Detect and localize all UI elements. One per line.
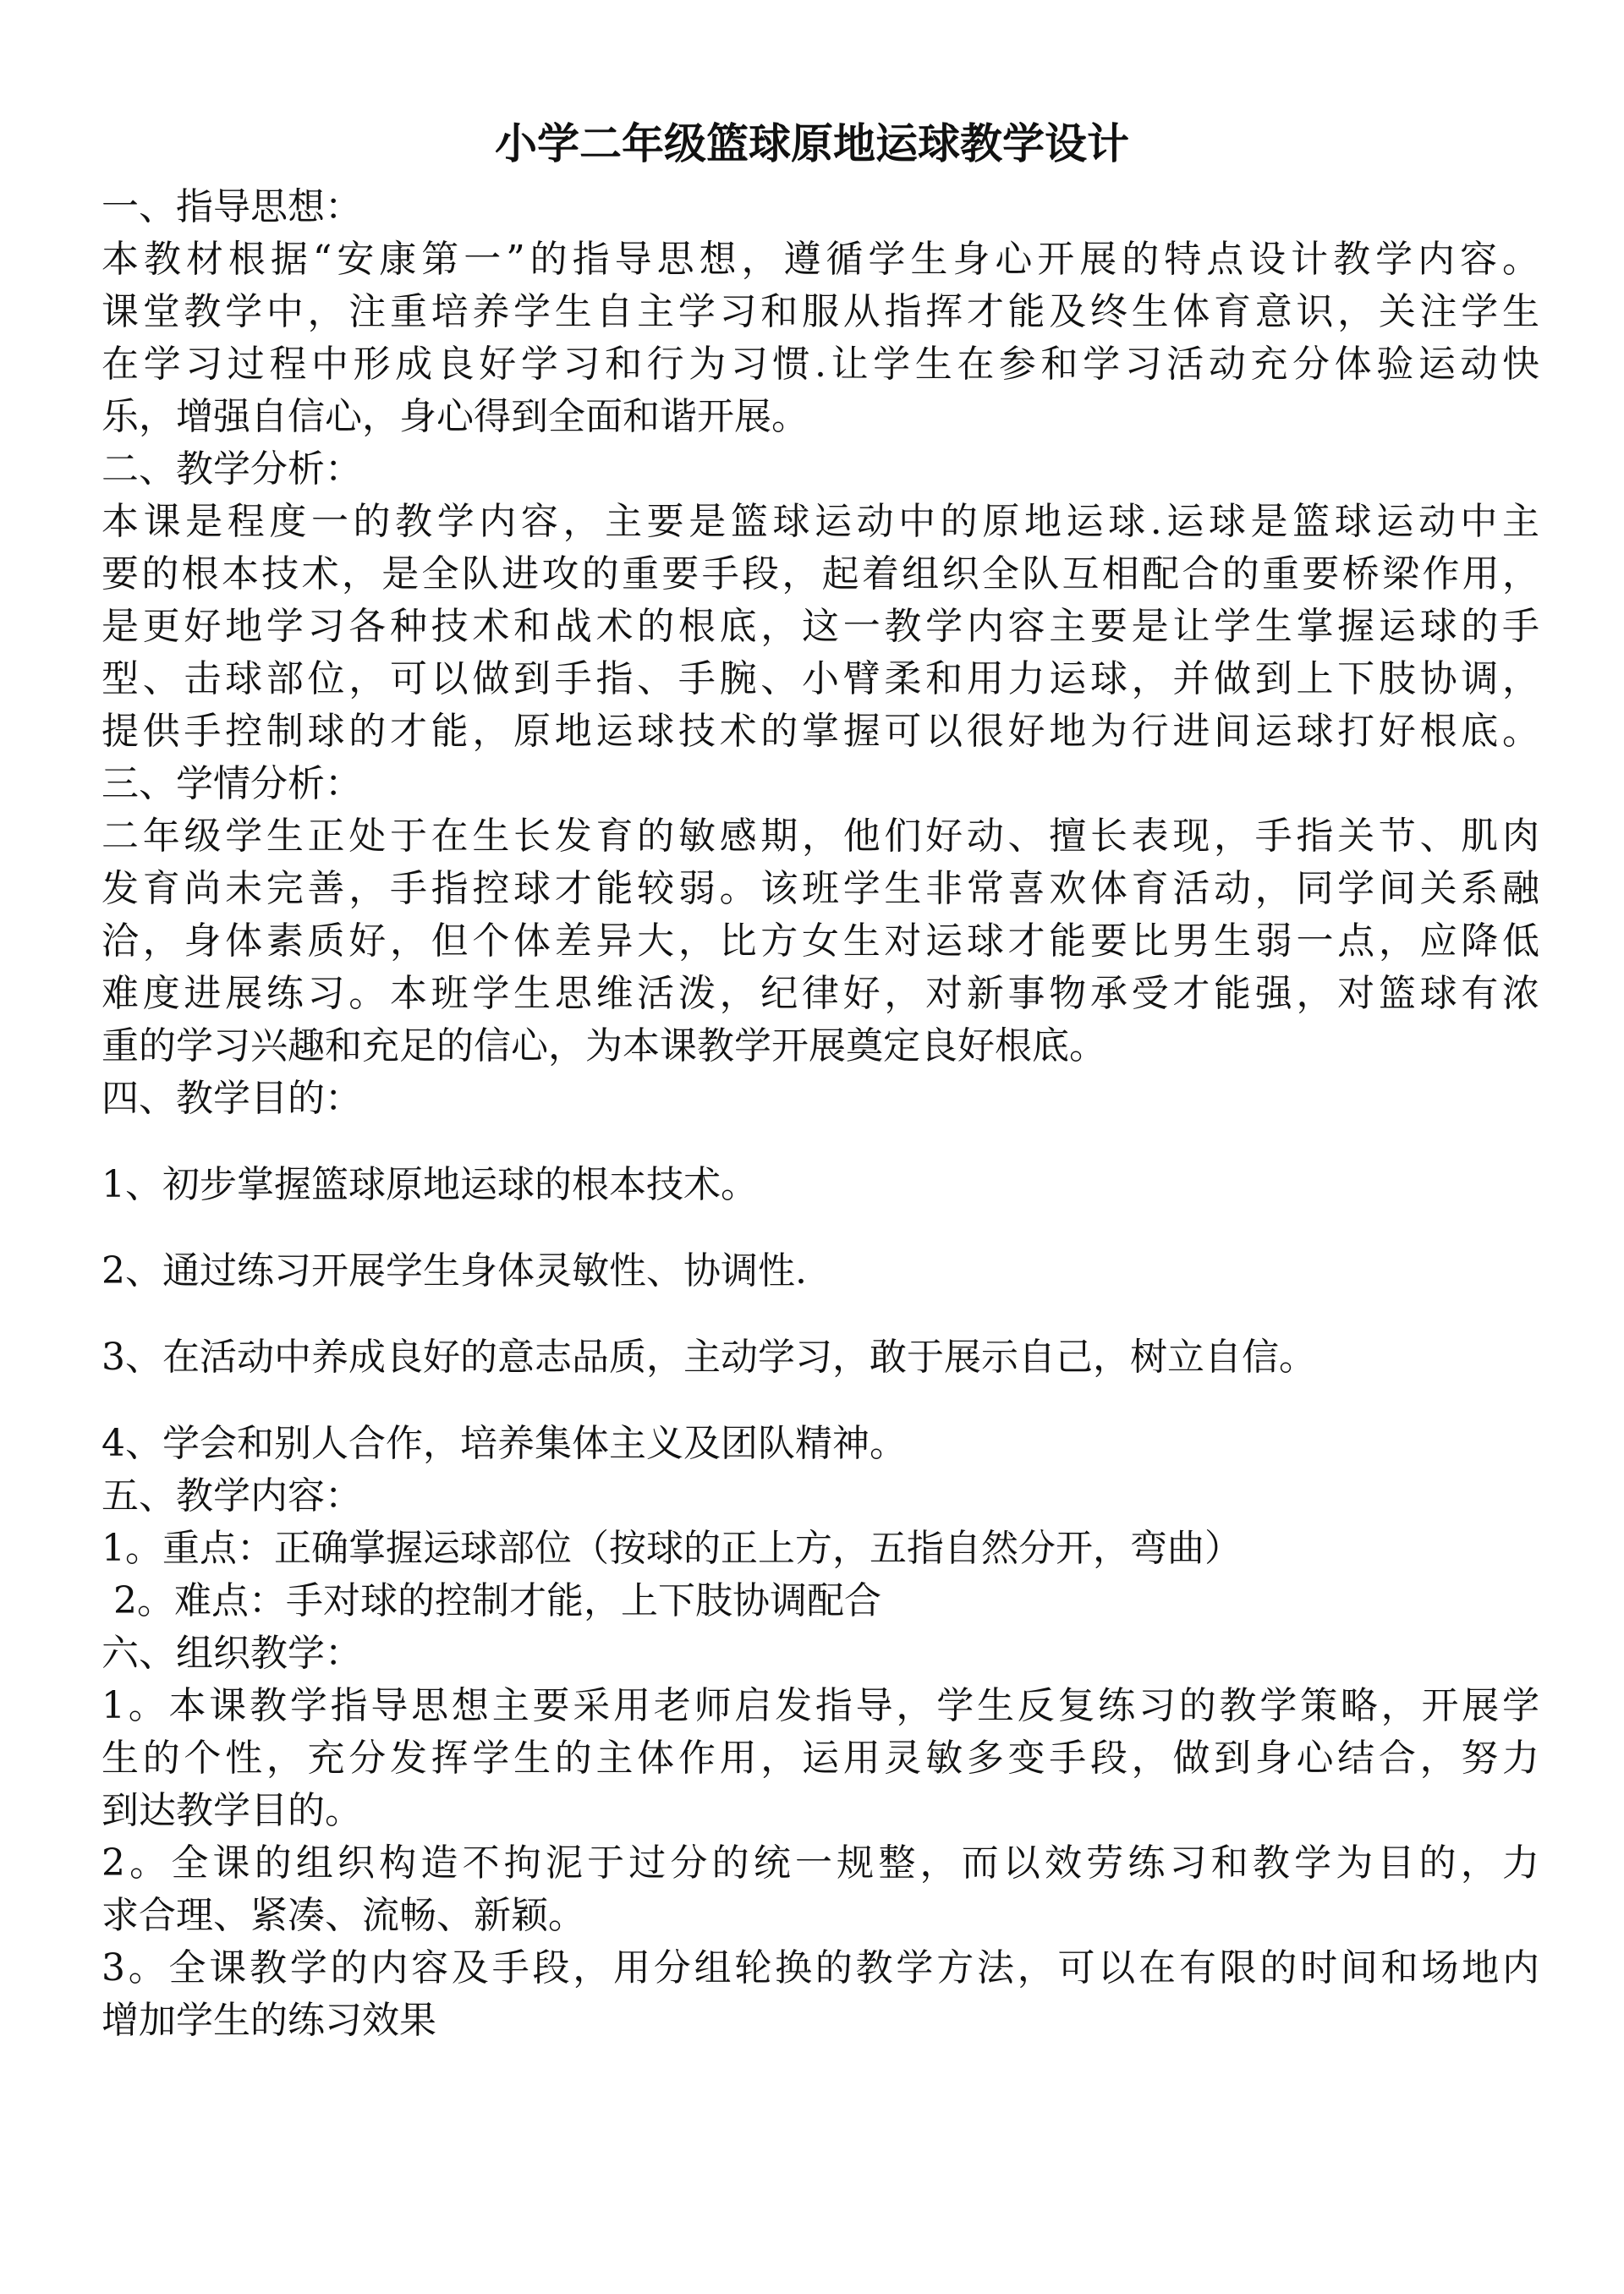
text-line: 五、教学内容： [102,1474,362,1517]
text-line: 本教材根据“安康第一”的指导思想，遵循学生身心开展的特点设计教学内容。 [102,238,1539,281]
text-line: 一、指导思想： [102,185,362,228]
text-line: 二年级学生正处于在生长发育的敏感期，他们好动、擅长表现，手指关节、肌肉 [102,815,1539,858]
text-line: 三、学情分析： [102,762,362,805]
text-line: 二、教学分析： [102,447,362,491]
text-line: 3、在活动中养成良好的意志品质，主动学习，敢于展示自己，树立自信。 [102,1336,1316,1379]
document-body [102,181,1539,2047]
text-line: 型、击球部位，可以做到手指、手腕、小臂柔和用力运球，并做到上下肢协调， [102,657,1539,700]
text-line: 提供手控制球的才能，原地运球技术的掌握可以很好地为行进间运球打好根底。 [102,710,1539,753]
text-line: 四、教学目的： [102,1077,362,1120]
text-line: 1、初步掌握篮球原地运球的根本技术。 [102,1163,758,1206]
text-line: 2。难点：手对球的控制才能，上下肢协调配合 [113,1579,881,1622]
text-line: 是更好地学习各种技术和战术的根底，这一教学内容主要是让学生掌握运球的手 [102,605,1539,648]
text-line: 乐，增强自信心，身心得到全面和谐开展。 [102,395,809,438]
text-line: 难度进展练习。本班学生思维活泼，纪律好，对新事物承受才能强，对篮球有浓 [102,972,1539,1015]
text-line: 要的根本技术，是全队进攻的重要手段，起着组织全队互相配合的重要桥梁作用， [102,552,1539,595]
text-line: 本课是程度一的教学内容，主要是篮球运动中的原地运球.运球是篮球运动中主 [102,500,1539,543]
text-line: 3。全课教学的内容及手段，用分组轮换的教学方法，可以在有限的时间和场地内 [102,1946,1539,1989]
text-line: 六、组织教学： [102,1632,362,1675]
text-line: 2。全课的组织构造不拘泥于过分的统一规整，而以效劳练习和教学为目的，力 [102,1841,1539,1885]
text-line: 课堂教学中，注重培养学生自主学习和服从指挥才能及终生体育意识，关注学生 [102,290,1539,333]
document-title: 小学二年级篮球原地运球教学设计 [495,118,1129,168]
text-line: 2、通过练习开展学生身体灵敏性、协调性. [102,1249,807,1292]
text-line: 到达教学目的。 [102,1789,362,1832]
text-line: 生的个性，充分发挥学生的主体作用，运用灵敏多变手段，做到身心结合，努力 [102,1737,1539,1780]
text-line: 重的学习兴趣和充足的信心，为本课教学开展奠定良好根底。 [102,1024,1106,1067]
text-line: 1。本课教学指导思想主要采用老师启发指导，学生反复练习的教学策略，开展学 [102,1684,1539,1727]
text-line: 洽，身体素质好，但个体差异大，比方女生对运球才能要比男生弱一点，应降低 [102,919,1539,963]
text-line: 在学习过程中形成良好学习和行为习惯.让学生在参和学习活动充分体验运动快 [102,343,1539,386]
text-line: 1。重点：正确掌握运球部位（按球的正上方，五指自然分开，弯曲） [102,1527,1242,1570]
text-line: 发育尚未完善，手指控球才能较弱。该班学生非常喜欢体育活动，同学间关系融 [102,867,1539,910]
text-line: 增加学生的练习效果 [102,1999,436,2042]
text-line: 求合理、紧凑、流畅、新颖。 [102,1894,585,1937]
text-line: 4、学会和别人合作，培养集体主义及团队精神。 [102,1422,907,1465]
